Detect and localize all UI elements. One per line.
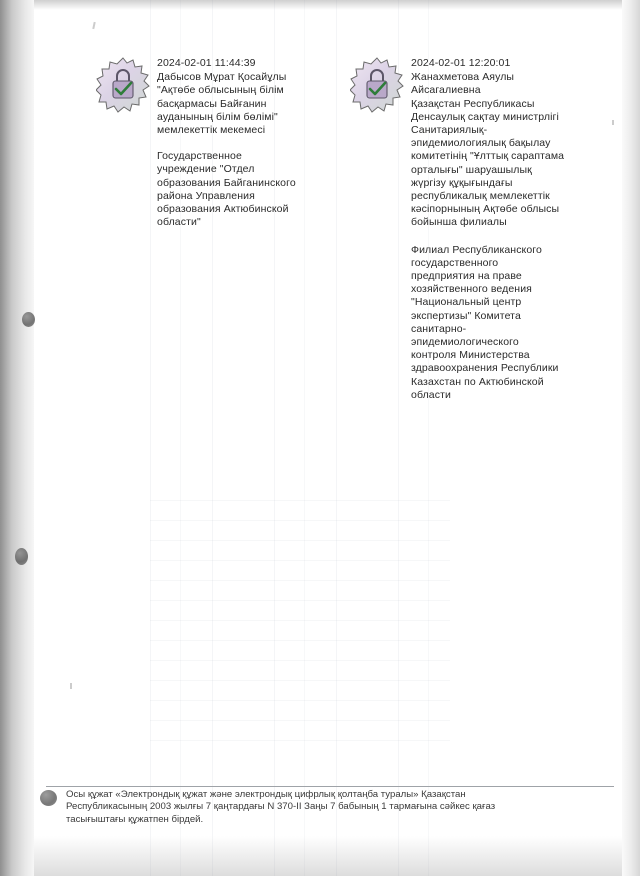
lock-check-seal-icon [96, 57, 150, 115]
stamp-org-kk: "Ақтөбе облысының білім басқармасы Байғанин ауданының білім бөлімі" мемлекеттік мекемесі [157, 84, 284, 137]
stamp-org-ru: Филиал Республиканского государственного предприятия на праве хозяйственного ведения "Национальный центр экспертизы" Комитета санитарно-эпидемиологического контроля Министерства здравоохранения Республики Казахстан по Актюбинской области [411, 243, 559, 401]
lock-check-seal-icon [350, 57, 404, 115]
scan-speck [612, 120, 614, 125]
paper-showthrough-lines [150, 500, 450, 760]
stamp-signer-name: Жанахметова Аяулы Айсагалиевна [411, 71, 515, 97]
scan-speck [70, 683, 72, 689]
footer-legal-note [66, 789, 590, 826]
stamp-text-right [411, 57, 565, 402]
stamp-text-left [157, 57, 296, 229]
hole-punch-mark [40, 790, 57, 806]
scan-speck [92, 22, 95, 29]
footer-line-3: тасығыштағы құжатпен бірдей. [66, 813, 204, 825]
signature-stamp-left [96, 57, 296, 229]
stamp-date: 2024-02-01 11:44:39 [157, 57, 256, 69]
scan-right-edge [622, 0, 640, 876]
signature-stamp-right [350, 57, 565, 402]
stamp-signer-name: Дабысов Мұрат Қосайұлы [157, 71, 287, 84]
footer-line-1: Осы құжат «Электрондық құжат және электрондық цифрлық қолтаңба туралы» Қазақстан [66, 789, 466, 800]
footer-divider [46, 786, 614, 787]
hole-punch-mark [22, 312, 35, 327]
stamp-org-ru: Государственное учреждение "Отдел образования Байганинского района Управления образования Актюбинской области" [157, 150, 296, 229]
hole-punch-mark [15, 548, 28, 565]
footer-line-2: Республикасының 2003 жылғы 7 қаңтардағы N 370-II Заңы 7 бабының 1 тармағына сәйкес қағаз [66, 801, 496, 813]
stamp-org-kk: Қазақстан Республикасы Денсаулық сақтау министрлігі Санитариялық-эпидемиологиялық бақылау комитетінің "Ұлттық сараптама орталығы" шаруашылық жүргізу құқығындағы республикалық мемлекеттік кәсіпорнының Ақтөбе облысы бойынша филиалы [411, 97, 565, 229]
scan-left-edge [0, 0, 34, 876]
stamp-date: 2024-02-01 12:20:01 [411, 57, 511, 69]
